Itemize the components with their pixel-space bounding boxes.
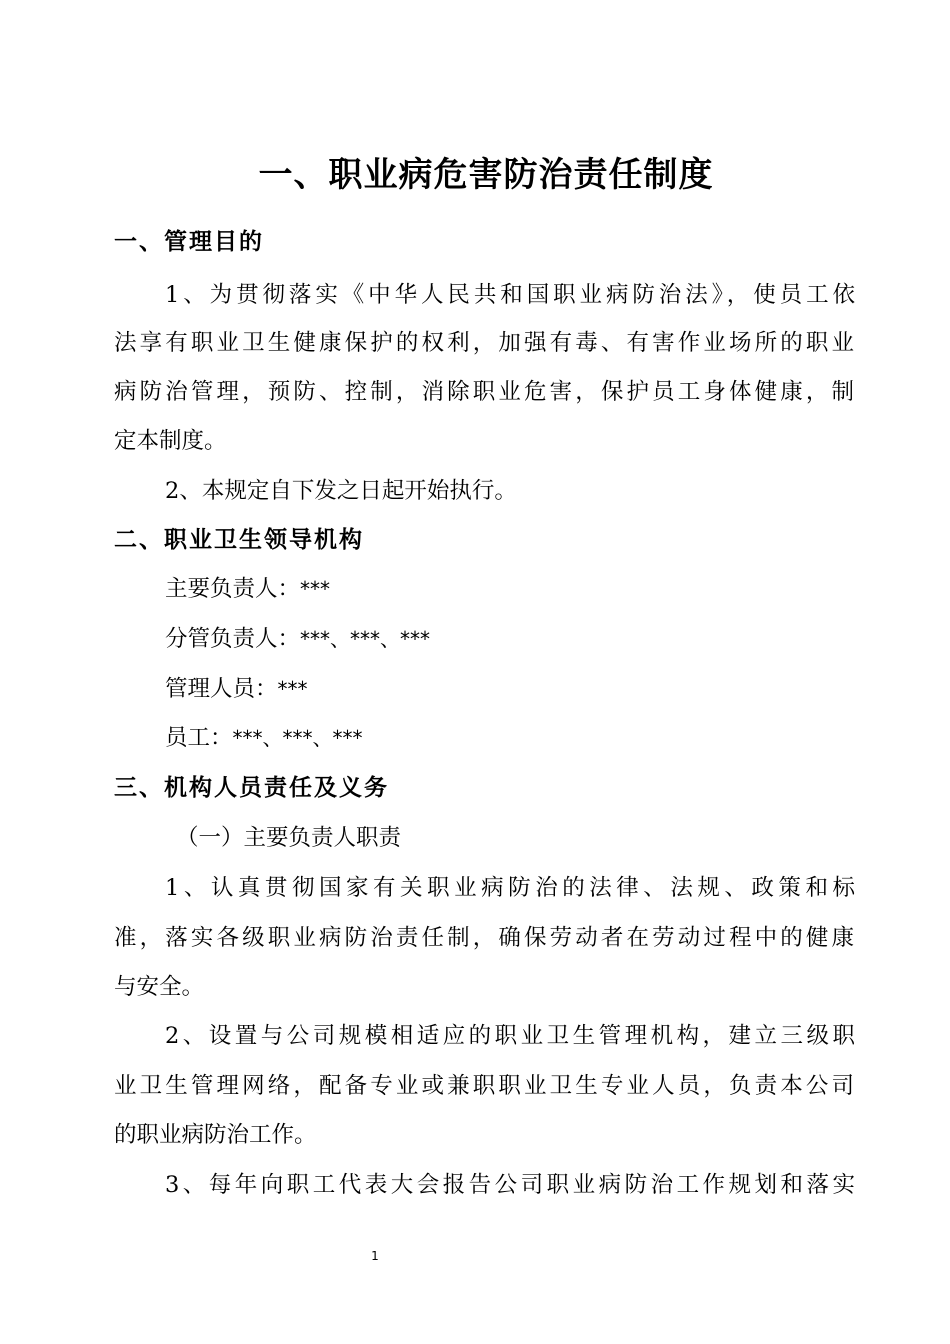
section-heading-purpose: 一、管理目的 (114, 229, 264, 255)
leadership-item (165, 614, 430, 664)
section-heading-responsibilities: 三、机构人员责任及义务 (114, 775, 389, 801)
leadership-label: 管理人员： (165, 676, 278, 702)
paragraph-line: 病防治管理，预防、控制，消除职业危害，保护员工身体健康，制 (114, 379, 854, 405)
leadership-label: 分管负责人： (165, 626, 301, 652)
document-title: 一、职业病危害防治责任制度 (258, 155, 714, 195)
paragraph-line: 1、为贯彻落实《中华人民共和国职业病防治法》，使员工依 (165, 282, 855, 308)
paragraph-line: 与安全。 (114, 974, 205, 1000)
leadership-value: *** (277, 677, 308, 701)
paragraph-line: 2、本规定自下发之日起开始执行。 (165, 478, 517, 504)
leadership-value: *** (300, 577, 331, 601)
leadership-label: 员工： (165, 725, 233, 751)
page-number: 1 (371, 1249, 379, 1263)
paragraph-line: 1、认真贯彻国家有关职业病防治的法律、法规、政策和标 (165, 875, 855, 901)
leadership-label: 主要负责人： (165, 576, 301, 602)
paragraph-line: 3、每年向职工代表大会报告公司职业病防治工作规划和落实 (165, 1172, 855, 1198)
section-heading-leadership: 二、职业卫生领导机构 (114, 527, 364, 553)
leadership-value: ***、***、*** (300, 627, 431, 651)
leadership-item (165, 713, 363, 763)
leadership-item (165, 564, 330, 614)
paragraph-line: 业卫生管理网络，配备专业或兼职职业卫生专业人员，负责本公司 (114, 1073, 854, 1099)
paragraph-line: 定本制度。 (114, 428, 227, 454)
leadership-value: ***、***、*** (232, 726, 363, 750)
paragraph-line: 准，落实各级职业病防治责任制，确保劳动者在劳动过程中的健康 (114, 925, 854, 951)
paragraph-line: 2、设置与公司规模相适应的职业卫生管理机构，建立三级职 (165, 1023, 855, 1049)
leadership-item (165, 664, 308, 714)
paragraph-line: 的职业病防治工作。 (114, 1122, 317, 1148)
paragraph-line: 法享有职业卫生健康保护的权利，加强有毒、有害作业场所的职业 (114, 330, 854, 356)
subsection-heading: （一）主要负责人职责 (176, 825, 402, 851)
